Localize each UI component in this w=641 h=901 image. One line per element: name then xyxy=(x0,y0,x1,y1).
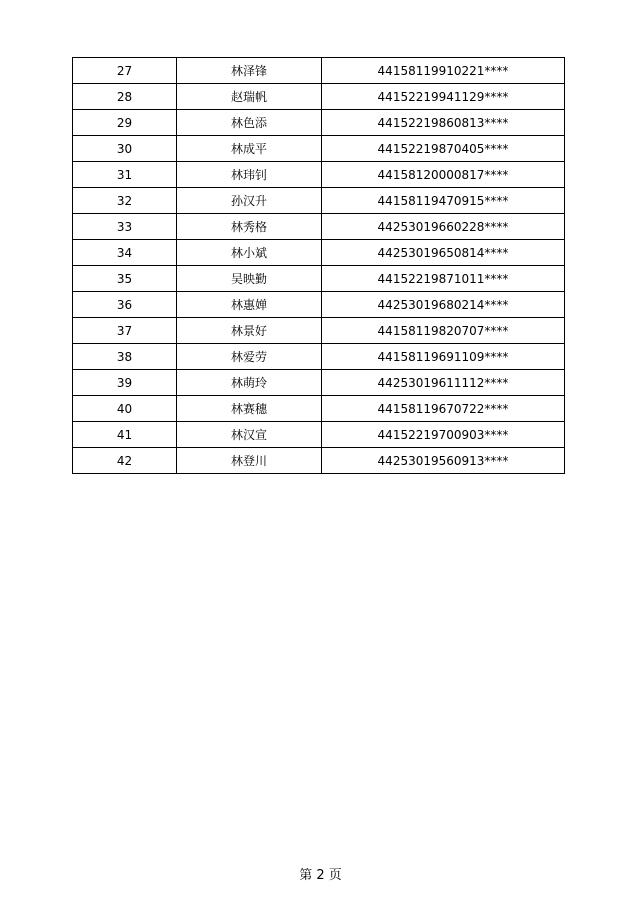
id-number-cell: 44158119910221**** xyxy=(322,58,565,84)
name-cell: 孙汉升 xyxy=(177,188,322,214)
name-cell: 林爱劳 xyxy=(177,344,322,370)
table-row xyxy=(73,188,565,214)
id-number-cell: 44158119470915**** xyxy=(322,188,565,214)
id-number-cell: 44253019680214**** xyxy=(322,292,565,318)
name-cell: 林赛穗 xyxy=(177,396,322,422)
row-number-cell: 28 xyxy=(73,84,177,110)
table-row xyxy=(73,344,565,370)
row-number-cell: 39 xyxy=(73,370,177,396)
id-number-cell: 44152219700903**** xyxy=(322,422,565,448)
table-row xyxy=(73,84,565,110)
name-cell: 林惠婵 xyxy=(177,292,322,318)
row-number-cell: 41 xyxy=(73,422,177,448)
id-number-cell: 44158119820707**** xyxy=(322,318,565,344)
table-row xyxy=(73,162,565,188)
row-number-cell: 38 xyxy=(73,344,177,370)
table-row xyxy=(73,396,565,422)
id-number-cell: 44158120000817**** xyxy=(322,162,565,188)
table-row xyxy=(73,136,565,162)
id-number-cell: 44253019660228**** xyxy=(322,214,565,240)
name-cell: 林玮钊 xyxy=(177,162,322,188)
id-number-cell: 44253019611112**** xyxy=(322,370,565,396)
table-row xyxy=(73,448,565,474)
name-cell: 林成平 xyxy=(177,136,322,162)
roster-table xyxy=(72,57,565,474)
name-cell: 林萌玲 xyxy=(177,370,322,396)
id-number-cell: 44253019560913**** xyxy=(322,448,565,474)
name-cell: 林泽锋 xyxy=(177,58,322,84)
row-number-cell: 31 xyxy=(73,162,177,188)
name-cell: 林登川 xyxy=(177,448,322,474)
table-row xyxy=(73,214,565,240)
id-number-cell: 44158119670722**** xyxy=(322,396,565,422)
id-number-cell: 44158119691109**** xyxy=(322,344,565,370)
table-row xyxy=(73,370,565,396)
id-number-cell: 44152219860813**** xyxy=(322,110,565,136)
name-cell: 吴映勤 xyxy=(177,266,322,292)
row-number-cell: 33 xyxy=(73,214,177,240)
table-row xyxy=(73,422,565,448)
name-cell: 赵瑞帆 xyxy=(177,84,322,110)
table-row xyxy=(73,266,565,292)
table-row xyxy=(73,240,565,266)
row-number-cell: 34 xyxy=(73,240,177,266)
id-number-cell: 44253019650814**** xyxy=(322,240,565,266)
page-number: 第 2 页 xyxy=(299,868,342,883)
row-number-cell: 27 xyxy=(73,58,177,84)
name-cell: 林秀格 xyxy=(177,214,322,240)
row-number-cell: 42 xyxy=(73,448,177,474)
id-number-cell: 44152219941129**** xyxy=(322,84,565,110)
row-number-cell: 29 xyxy=(73,110,177,136)
table-row xyxy=(73,318,565,344)
name-cell: 林小斌 xyxy=(177,240,322,266)
table-row xyxy=(73,58,565,84)
table-row xyxy=(73,110,565,136)
table-row xyxy=(73,292,565,318)
name-cell: 林汉宣 xyxy=(177,422,322,448)
row-number-cell: 37 xyxy=(73,318,177,344)
row-number-cell: 30 xyxy=(73,136,177,162)
roster-table-body xyxy=(73,58,565,474)
id-number-cell: 44152219871011**** xyxy=(322,266,565,292)
row-number-cell: 40 xyxy=(73,396,177,422)
name-cell: 林色添 xyxy=(177,110,322,136)
row-number-cell: 32 xyxy=(73,188,177,214)
row-number-cell: 36 xyxy=(73,292,177,318)
id-number-cell: 44152219870405**** xyxy=(322,136,565,162)
row-number-cell: 35 xyxy=(73,266,177,292)
name-cell: 林景好 xyxy=(177,318,322,344)
